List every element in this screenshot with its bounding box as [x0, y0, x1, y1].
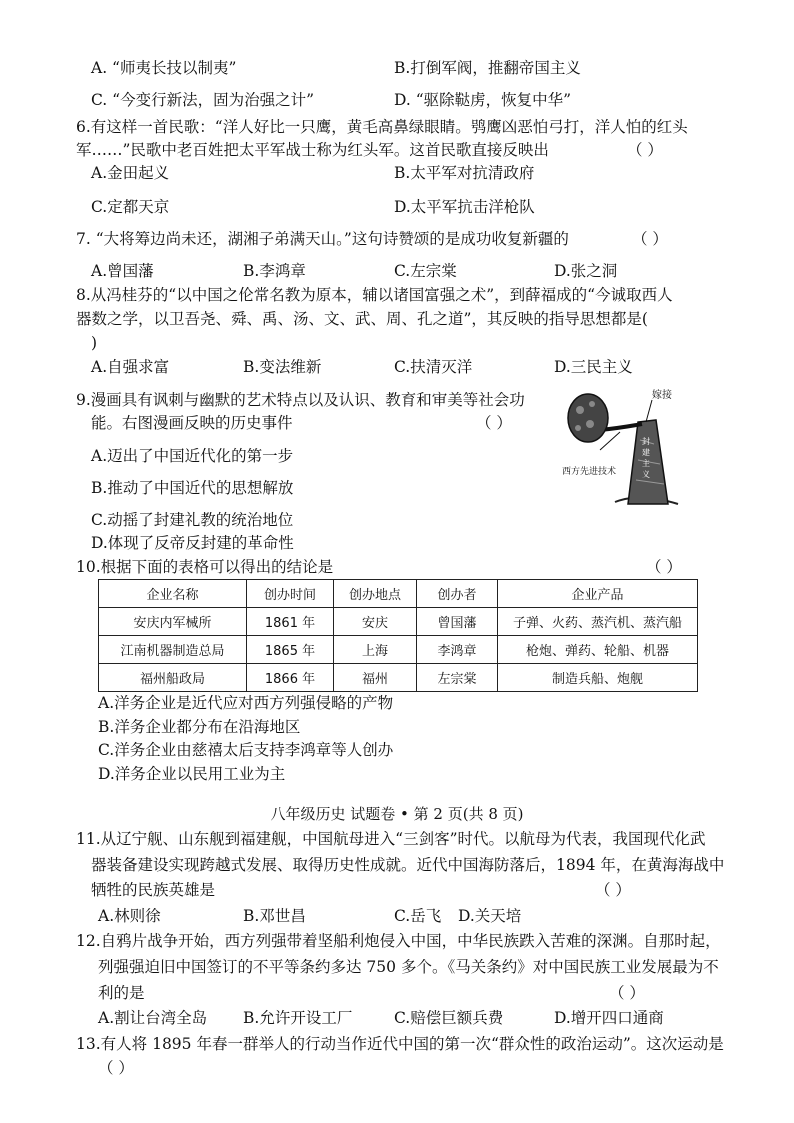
table-cell: 江南机器制造总局: [99, 636, 247, 664]
table-header-row: [99, 580, 698, 608]
q11-option-c: C.岳飞: [394, 907, 442, 925]
table-header-cell: 创办者: [417, 580, 498, 608]
q6-option-a: A.金田起义: [91, 164, 170, 182]
cartoon-label-western-tech: 西方先进技术: [562, 467, 617, 477]
q13-answer-paren: （ ）: [98, 1059, 134, 1077]
table-header-cell: 创办地点: [334, 580, 417, 608]
q11-option-b: B.邓世昌: [243, 907, 306, 925]
table-cell: 子弹、火药、蒸汽机、蒸汽船: [498, 608, 698, 636]
q6-answer-paren: （ ）: [627, 141, 663, 159]
table-cell: 曾国藩: [417, 608, 498, 636]
q8-stem-line3: ): [91, 334, 98, 352]
page-footer: 八年级历史 试题卷 • 第 2 页(共 8 页): [270, 805, 524, 823]
q7-option-a: A.曾国藩: [91, 262, 154, 280]
q12-stem-line2: 列强强迫旧中国签订的不平等条约多达 750 多个。《马关条约》对中国民族工业发展最为不: [98, 958, 719, 976]
q12-stem-line1: 12.自鸦片战争开始，西方列强带着坚船利炮侵入中国，中华民族跌入苦难的深渊。自那时起，: [76, 932, 721, 950]
q6-stem-line1: 6.有这样一首民歌：“洋人好比一只鹰，黄毛高鼻绿眼睛。鸮鹰凶恶怕弓打，洋人怕的红头: [76, 118, 688, 136]
q6-stem-line2: 军……”民歌中老百姓把太平军战士称为红头军。这首民歌直接反映出: [76, 141, 549, 159]
q12-answer-paren: （ ）: [609, 984, 645, 1002]
q7-answer-paren: （ ）: [632, 230, 668, 248]
table-cell: 制造兵船、炮舰: [498, 664, 698, 692]
q8-option-d: D.三民主义: [554, 358, 633, 376]
q11-stem-line1: 11.从辽宁舰、山东舰到福建舰，中国航母进入“三剑客”时代。以航母为代表，我国现代化武: [76, 830, 706, 848]
q9-option-c: C.动摇了封建礼教的统治地位: [91, 511, 294, 529]
table-cell: 左宗棠: [417, 664, 498, 692]
cartoon-label-graft: 嫁接: [652, 390, 672, 401]
q8-option-c: C.扶清灭洋: [394, 358, 473, 376]
q5-option-c: C. “今变行新法，固为治强之计”: [91, 91, 315, 109]
q5-option-a: A. “师夷长技以制夷”: [91, 59, 237, 77]
q6-option-c: C.定都天京: [91, 198, 170, 216]
table-cell: 安庆内军械所: [99, 608, 247, 636]
table-cell: 上海: [334, 636, 417, 664]
table-header-cell: 创办时间: [247, 580, 334, 608]
table-cell: 福州船政局: [99, 664, 247, 692]
q12-option-c: C.赔偿巨额兵费: [394, 1009, 504, 1027]
q12-option-b: B.允许开设工厂: [243, 1009, 353, 1027]
table-cell: 福州: [334, 664, 417, 692]
q10-answer-paren: （ ）: [646, 558, 682, 576]
q11-option-d: D.关天培: [458, 907, 522, 925]
q8-stem-line1: 8.从冯桂芬的“以中国之伦常名教为原本，辅以诸国富强之术”，到薛福成的“今诚取西人: [76, 286, 673, 304]
table-row: [99, 608, 698, 636]
q11-answer-paren: （ ）: [595, 881, 631, 899]
q10-option-a: A.洋务企业是近代应对西方列强侵略的产物: [98, 694, 394, 712]
q7-option-b: B.李鸿章: [243, 262, 306, 280]
q9-option-b: B.推动了中国近代的思想解放: [91, 479, 294, 497]
q13-stem: 13.有人将 1895 年春一群举人的行动当作近代中国的第一次“群众性的政治运动”。这次运动是: [76, 1035, 724, 1053]
q9-stem-line1: 9.漫画具有讽刺与幽默的艺术特点以及认识、教育和审美等社会功: [76, 391, 525, 409]
q7-option-c: C.左宗棠: [394, 262, 457, 280]
q11-stem-line3: 牺牲的民族英雄是: [91, 881, 216, 899]
table-cell: 1866 年: [247, 664, 334, 692]
table-cell: 李鸿章: [417, 636, 498, 664]
q8-option-a: A.自强求富: [91, 358, 170, 376]
q7-option-d: D.张之洞: [554, 262, 618, 280]
table-header-cell: 企业名称: [99, 580, 247, 608]
q9-stem-line2: 能。右图漫画反映的历史事件: [91, 414, 293, 432]
q11-option-a: A.林则徐: [98, 907, 161, 925]
q12-stem-line3: 利的是: [98, 984, 145, 1002]
q10-option-d: D.洋务企业以民用工业为主: [98, 765, 286, 783]
table-cell: 1865 年: [247, 636, 334, 664]
q12-option-d: D.增开四口通商: [554, 1009, 664, 1027]
q8-option-b: B.变法维新: [243, 358, 322, 376]
q5-option-b: B.打倒军阀，推翻帝国主义: [394, 59, 581, 77]
q9-option-a: A.迈出了中国近代化的第一步: [91, 447, 294, 465]
q10-option-c: C.洋务企业由慈禧太后支持李鸿章等人创办: [98, 741, 394, 759]
q7-stem: 7. “大将筹边尚未还，湖湘子弟满天山。”这句诗赞颂的是成功收复新疆的: [76, 230, 569, 248]
westernization-enterprises-table: [98, 579, 698, 692]
q6-option-b: B.太平军对抗清政府: [394, 164, 535, 182]
cartoon-label-trunk: 封建主义: [642, 437, 650, 479]
table-cell: 安庆: [334, 608, 417, 636]
table-cell: 1861 年: [247, 608, 334, 636]
q11-stem-line2: 器装备建设实现跨越式发展、取得历史性成就。近代中国海防落后，1894 年，在黄海海战中: [91, 856, 725, 874]
q12-option-a: A.割让台湾全岛: [98, 1009, 208, 1027]
grafting-cartoon-image: [560, 380, 690, 510]
q6-option-d: D.太平军抗击洋枪队: [394, 198, 535, 216]
q5-option-d: D. “驱除鞑虏，恢复中华”: [394, 91, 572, 109]
q9-option-d: D.体现了反帝反封建的革命性: [91, 534, 294, 552]
table-row: [99, 664, 698, 692]
table-cell: 枪炮、弹药、轮船、机器: [498, 636, 698, 664]
q8-stem-line2: 器数之学，以卫吾尧、舜、禹、汤、文、武、周、孔之道”，其反映的指导思想都是(: [76, 310, 648, 328]
table-header-cell: 企业产品: [498, 580, 698, 608]
q10-stem: 10.根据下面的表格可以得出的结论是: [76, 558, 334, 576]
table-row: [99, 636, 698, 664]
q9-answer-paren: （ ）: [476, 414, 512, 432]
q10-option-b: B.洋务企业都分布在沿海地区: [98, 718, 301, 736]
